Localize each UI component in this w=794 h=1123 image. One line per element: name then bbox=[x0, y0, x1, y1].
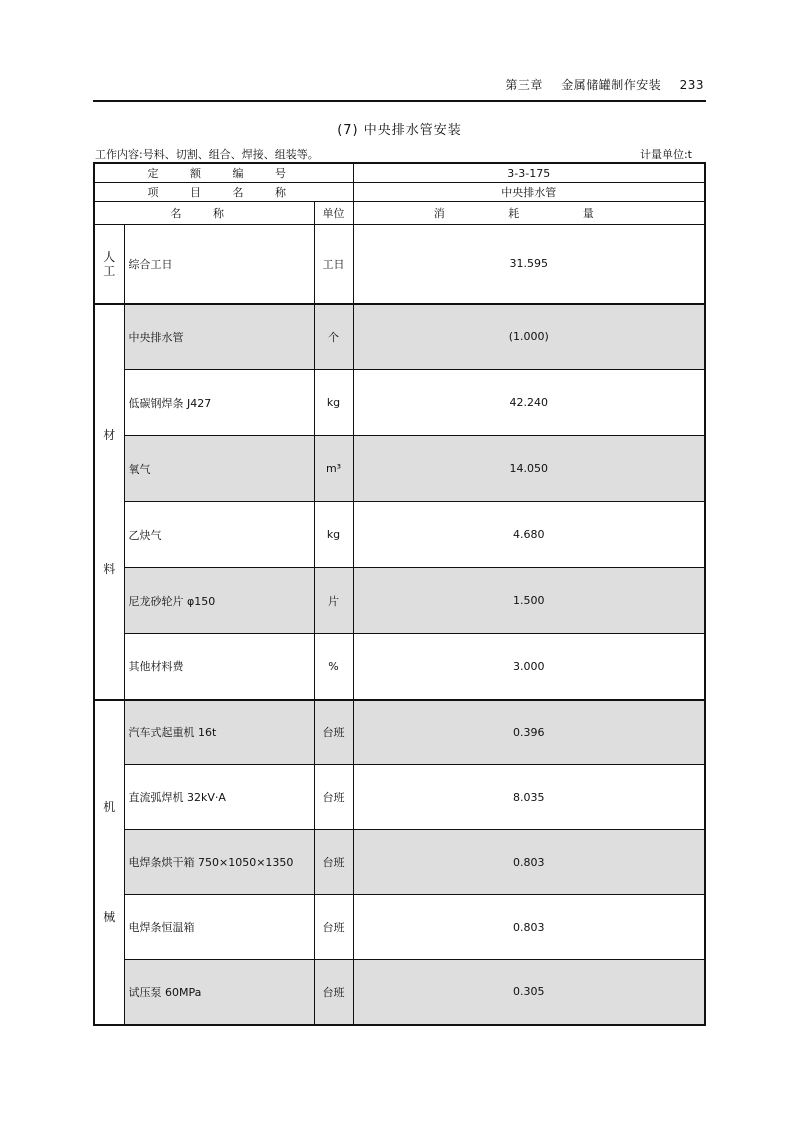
item-name-cell: 尼龙砂轮片 φ150 bbox=[124, 568, 314, 634]
item-name-cell: 直流弧焊机 32kV·A bbox=[124, 765, 314, 830]
unit-cell: 工日 bbox=[314, 225, 353, 304]
value-cell: 0.803 bbox=[353, 830, 705, 895]
value-cell: 42.240 bbox=[353, 370, 705, 436]
group-char: 工 bbox=[103, 263, 116, 278]
value-cell: (1.000) bbox=[353, 304, 705, 370]
col-unit-header: 单位 bbox=[314, 202, 353, 225]
value-cell: 14.050 bbox=[353, 436, 705, 502]
item-name: 中央排水管 bbox=[353, 183, 705, 202]
table-row bbox=[94, 700, 705, 765]
group-labor bbox=[94, 225, 124, 304]
group-char: 人 bbox=[103, 249, 116, 264]
unit-cell: 台班 bbox=[314, 895, 353, 960]
table-row bbox=[94, 568, 705, 634]
col-consumption-header: 消 耗 量 bbox=[353, 202, 705, 225]
group-char: 械 bbox=[103, 910, 116, 924]
table-row bbox=[94, 960, 705, 1025]
value-cell: 3.000 bbox=[353, 634, 705, 700]
unit-cell: kg bbox=[314, 502, 353, 568]
table-row bbox=[94, 304, 705, 370]
item-name-cell: 试压泵 60MPa bbox=[124, 960, 314, 1025]
chapter-title: 金属储罐制作安装 bbox=[561, 78, 662, 92]
quota-code-row bbox=[94, 163, 705, 183]
unit-cell: 个 bbox=[314, 304, 353, 370]
item-name-cell: 电焊条恒温箱 bbox=[124, 895, 314, 960]
value-cell: 31.595 bbox=[353, 225, 705, 304]
unit-cell: 台班 bbox=[314, 765, 353, 830]
work-content: 工作内容:号料、切割、组合、焊接、组装等。 bbox=[95, 148, 319, 161]
group-char: 机 bbox=[103, 800, 116, 814]
table-row bbox=[94, 634, 705, 700]
value-cell: 0.803 bbox=[353, 895, 705, 960]
table-row bbox=[94, 225, 705, 304]
item-name-label: 项 目 名 称 bbox=[94, 183, 353, 202]
table-row bbox=[94, 436, 705, 502]
item-name-cell: 汽车式起重机 16t bbox=[124, 700, 314, 765]
page-number: 233 bbox=[679, 78, 704, 92]
value-cell: 8.035 bbox=[353, 765, 705, 830]
unit-cell: 台班 bbox=[314, 700, 353, 765]
item-name-cell: 中央排水管 bbox=[124, 304, 314, 370]
item-name-cell: 电焊条烘干箱 750×1050×1350 bbox=[124, 830, 314, 895]
quota-code-label: 定 额 编 号 bbox=[94, 163, 353, 183]
item-name-cell: 综合工日 bbox=[124, 225, 314, 304]
chapter-label: 第三章 bbox=[505, 78, 543, 92]
item-name-cell: 其他材料费 bbox=[124, 634, 314, 700]
value-cell: 0.396 bbox=[353, 700, 705, 765]
quota-code: 3-3-175 bbox=[353, 163, 705, 183]
section-title: (7) 中央排水管安装 bbox=[337, 123, 462, 138]
item-name-cell: 氧气 bbox=[124, 436, 314, 502]
header-rule bbox=[93, 100, 706, 102]
table-row bbox=[94, 502, 705, 568]
value-cell: 4.680 bbox=[353, 502, 705, 568]
unit-cell: % bbox=[314, 634, 353, 700]
group-materials bbox=[94, 304, 124, 700]
group-char: 料 bbox=[103, 561, 116, 576]
table-row bbox=[94, 370, 705, 436]
running-head bbox=[491, 76, 704, 93]
unit-cell: m³ bbox=[314, 436, 353, 502]
group-char: 材 bbox=[103, 427, 116, 442]
measure-unit: 计量单位:t bbox=[639, 148, 692, 161]
quota-table bbox=[93, 162, 706, 1026]
group-machinery bbox=[94, 700, 124, 1025]
item-name-cell: 乙炔气 bbox=[124, 502, 314, 568]
unit-cell: kg bbox=[314, 370, 353, 436]
page-header bbox=[93, 0, 706, 102]
unit-cell: 片 bbox=[314, 568, 353, 634]
column-header-row bbox=[94, 202, 705, 225]
unit-cell: 台班 bbox=[314, 830, 353, 895]
table-row bbox=[94, 830, 705, 895]
item-name-row bbox=[94, 183, 705, 202]
table-row bbox=[94, 895, 705, 960]
table-row bbox=[94, 765, 705, 830]
value-cell: 0.305 bbox=[353, 960, 705, 1025]
unit-cell: 台班 bbox=[314, 960, 353, 1025]
col-name-header: 名 称 bbox=[94, 202, 314, 225]
value-cell: 1.500 bbox=[353, 568, 705, 634]
item-name-cell: 低碳钢焊条 J427 bbox=[124, 370, 314, 436]
